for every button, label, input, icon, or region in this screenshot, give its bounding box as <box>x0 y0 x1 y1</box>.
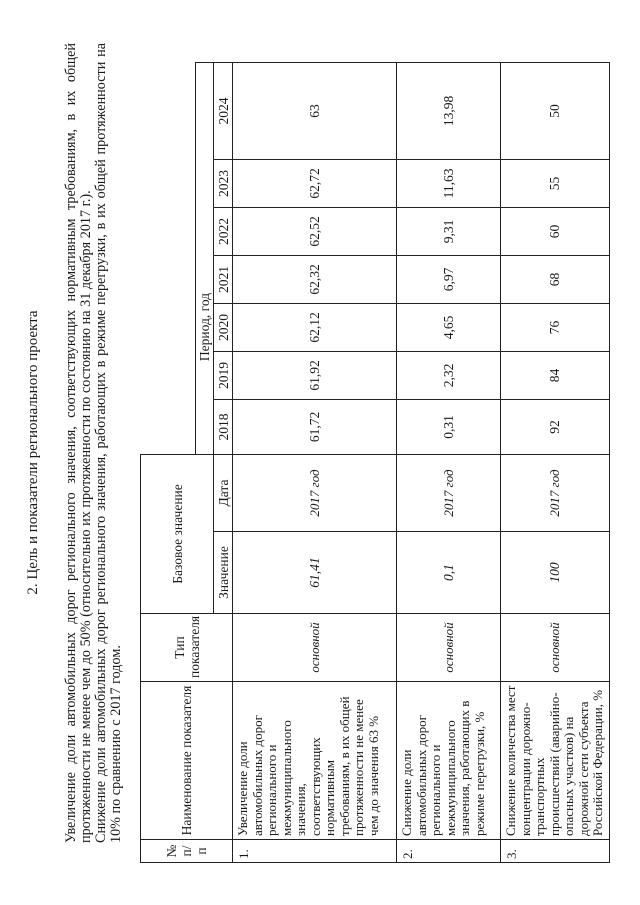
project-goal <box>64 43 124 843</box>
row-num: 3. <box>501 840 610 863</box>
row-value: 2,32 <box>397 351 501 399</box>
row-num: 1. <box>233 840 397 863</box>
row-num: 2. <box>397 840 501 863</box>
table-row <box>501 62 610 862</box>
goal-line-1: Увеличение доли автомобильных дорог регионального значения, соответствующих нормативным требованиям, в их общей протяженности не менее чем до 50% (относительно их протяженности по состоянию на 31 декабря 2017 г.). <box>63 43 94 843</box>
row-value: 62,72 <box>233 159 397 207</box>
header-base-value: Значение <box>214 532 233 614</box>
row-type: основной <box>233 614 397 682</box>
header-year: 2021 <box>214 255 233 303</box>
header-year: 2022 <box>214 207 233 255</box>
indicators-table <box>140 62 610 863</box>
header-year: 2018 <box>214 399 233 454</box>
row-value: 60 <box>501 207 610 255</box>
row-base-date: 2017 год <box>233 454 397 531</box>
row-value: 0,31 <box>397 399 501 454</box>
row-base-value: 61,41 <box>233 532 397 614</box>
section-heading: 2. Цель и показатели регионального проекта <box>25 310 41 595</box>
row-base-date: 2017 год <box>397 454 501 531</box>
header-type: Тип показателя <box>141 614 233 682</box>
row-value: 68 <box>501 255 610 303</box>
row-value: 50 <box>501 62 610 159</box>
header-base: Базовое значение <box>141 454 214 613</box>
row-value: 55 <box>501 159 610 207</box>
row-type: основной <box>397 614 501 682</box>
row-value: 92 <box>501 399 610 454</box>
row-base-value: 0,1 <box>397 532 501 614</box>
row-value: 62,12 <box>233 303 397 351</box>
header-base-date: Дата <box>214 454 233 531</box>
row-name: Снижение доли автомобильных дорог регионального и межмуниципального значения, работающих в режиме перегрузки, % <box>397 682 501 840</box>
goal-line-2: Снижение доли автомобильных дорог регионального значения, работающих в режиме перегрузки, в их общей протяженности на 10% по сравнению с 2017 годом. <box>93 43 124 843</box>
table-row <box>233 62 397 862</box>
row-name: Снижение количества мест концентрации дорожно-транспортных происшествий (аварийно-опасных участков) на дорожной сети субъекта Российской Федерации, % <box>501 682 610 840</box>
row-type: основной <box>501 614 610 682</box>
row-value: 62,52 <box>233 207 397 255</box>
row-base-value: 100 <box>501 532 610 614</box>
row-value: 62,32 <box>233 255 397 303</box>
row-value: 11,63 <box>397 159 501 207</box>
header-name: Наименование показателя <box>141 682 233 840</box>
row-value: 63 <box>233 62 397 159</box>
header-year: 2024 <box>214 62 233 159</box>
header-period: Период, год <box>196 62 214 454</box>
header-num: № п/п <box>141 840 233 863</box>
row-value: 6,97 <box>397 255 501 303</box>
header-year: 2023 <box>214 159 233 207</box>
header-year: 2020 <box>214 303 233 351</box>
row-value: 76 <box>501 303 610 351</box>
row-value: 61,72 <box>233 399 397 454</box>
row-value: 4,65 <box>397 303 501 351</box>
row-value: 9,31 <box>397 207 501 255</box>
row-value: 84 <box>501 351 610 399</box>
row-value: 13,98 <box>397 62 501 159</box>
header-year: 2019 <box>214 351 233 399</box>
row-name: Увеличение доли автомобильных дорог регионального и межмуниципального значения, соответствующих нормативным требованиям, в их общей протяженности не менее чем до значения 63 % <box>233 682 397 840</box>
table-row <box>397 62 501 862</box>
row-base-date: 2017 год <box>501 454 610 531</box>
row-value: 61,92 <box>233 351 397 399</box>
